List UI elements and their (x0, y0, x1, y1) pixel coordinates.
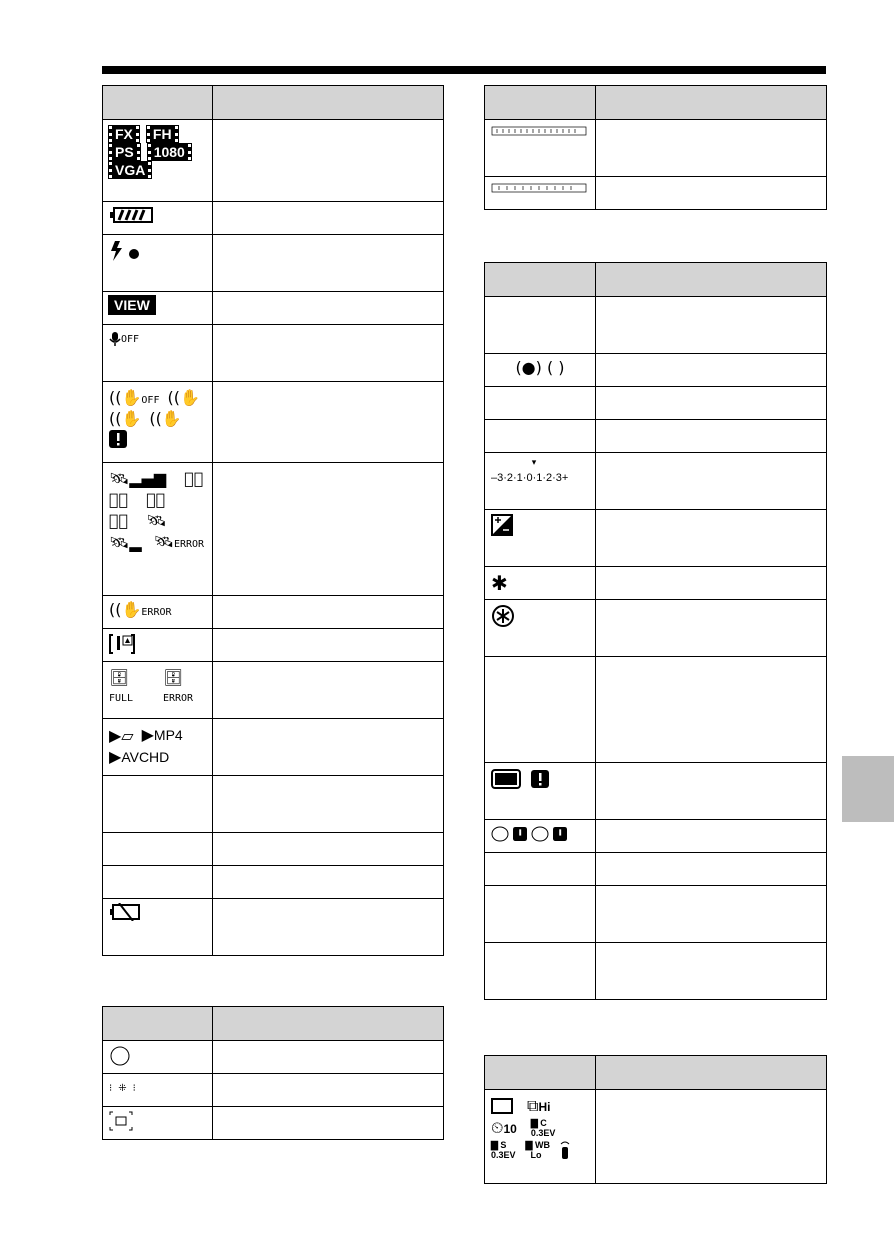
ps-format-icon: PS (109, 144, 140, 160)
bracket-continuous-icon: ▇ C 0.3EV (530, 1118, 556, 1138)
gps-searching-icon: 🛰⃠ (109, 490, 129, 509)
ae-lock-cell (485, 567, 596, 600)
format-icons-cell (103, 120, 213, 202)
view-icon: VIEW (109, 296, 155, 314)
side-tab (842, 756, 894, 822)
steadyshot-combo-icon: ((✋ (149, 409, 182, 428)
shutter-speed-scale-icon (491, 124, 587, 138)
database-full-icon: 🗄FULL (109, 668, 134, 704)
exposure-compensation-icon (491, 514, 513, 536)
flash-icon (109, 239, 149, 263)
effect-warning-icon-2 (553, 827, 567, 841)
gps-signal-icon: 🛰▂▄▆ (109, 469, 167, 488)
gps-weak-icon: 🛰▂ (109, 532, 142, 552)
circle-icon (109, 1045, 131, 1067)
steadyshot-photo-icon: ((✋ (167, 388, 200, 407)
posterization-icon (491, 826, 509, 842)
hdr-cell (485, 763, 596, 820)
right-exposure-table (484, 262, 827, 1000)
1080-format-icon: 1080 (148, 144, 191, 160)
af-area-icon (109, 1111, 133, 1131)
view-mode-cell (103, 719, 213, 776)
no-battery-cell (103, 899, 213, 956)
overheat-warning-icon (109, 633, 135, 655)
rich-tone-icon (531, 826, 549, 842)
still-view-icon: ▶▱ (109, 725, 134, 745)
steadyshot-cell (103, 382, 213, 463)
steadyshot-off-icon: ((✋OFF (109, 388, 160, 407)
fx-format-icon: FX (109, 126, 139, 142)
left-icon-table (102, 85, 444, 956)
right-meter-table (484, 85, 827, 210)
steadyshot-movie-icon: ((✋ (109, 409, 142, 428)
left-af-table (102, 1006, 444, 1140)
gps-searching-icon-2: 🛰⃠ (146, 490, 166, 509)
af-area-cell (103, 1107, 213, 1140)
avchd-view-icon: ▶AVCHD (109, 747, 170, 766)
ev-scale-icon: –3·2·1·0·1·2·3+ (491, 472, 569, 484)
focus-indicator-icon: (●) ( ) (515, 358, 565, 377)
battery-cell (103, 202, 213, 235)
remote-commander-icon (560, 1140, 570, 1160)
single-shot-icon (491, 1098, 513, 1114)
self-timer-icon: ⏲10 (491, 1118, 517, 1137)
microphone-icon (109, 331, 121, 347)
gps-off-icon: 🛰⃠ (109, 511, 129, 530)
flash-lock-cell (485, 600, 596, 657)
spot-cell (103, 1041, 213, 1074)
overheat-cell (103, 629, 213, 662)
vga-format-icon: VGA (109, 162, 151, 178)
database-cell (103, 662, 213, 719)
battery-empty-icon (109, 903, 141, 921)
gps-triangulating-icon: 🛰 (146, 511, 167, 530)
right-drive-table (484, 1055, 827, 1184)
picture-effect-cell (485, 820, 596, 853)
flash-charging-cell (103, 235, 213, 292)
header-desc-col (213, 86, 444, 120)
shutter-scale-cell (485, 120, 596, 177)
aperture-scale-icon (491, 181, 587, 195)
bracket-single-icon: ▇ S 0.3EV (491, 1140, 516, 1160)
continuous-hi-icon: ⧉Hi (527, 1096, 551, 1115)
aperture-scale-cell (485, 177, 596, 210)
asterisk-icon: ✱ (491, 571, 508, 595)
mic-off-label: OFF (121, 333, 140, 345)
af-points-icon: ⁝ ⁜ ⁝ (109, 1083, 136, 1094)
gps-cell (103, 463, 213, 596)
battery-icon (109, 206, 155, 224)
mp4-view-icon: ▶MP4 (141, 725, 183, 744)
gps-no-signal-icon: 🛰⃠ (184, 469, 204, 488)
ev-scale-cell: ▾ –3·2·1·0·1·2·3+ (485, 453, 596, 510)
view-cell (103, 292, 213, 325)
effect-warning-icon (513, 827, 527, 841)
steadyshot-error-icon: ((✋ERROR (109, 600, 172, 619)
mic-off-cell (103, 325, 213, 382)
hdr-warning-icon (531, 770, 549, 788)
focus-indicator-cell (485, 354, 596, 387)
warning-icon (109, 430, 127, 448)
fh-format-icon: FH (147, 126, 178, 142)
top-rule (102, 66, 826, 74)
header-icon-col (103, 86, 213, 120)
steadyshot-error-cell (103, 596, 213, 629)
exposure-comp-cell (485, 510, 596, 567)
drive-mode-cell (485, 1090, 596, 1184)
flash-exposure-lock-icon (491, 604, 515, 628)
bracket-wb-icon: ▇ WB Lo (525, 1140, 550, 1160)
gps-error-icon: 🛰ERROR (153, 532, 205, 551)
hdr-icon (491, 769, 523, 789)
af-points-cell (103, 1074, 213, 1107)
database-error-icon: 🗄ERROR (162, 668, 194, 704)
